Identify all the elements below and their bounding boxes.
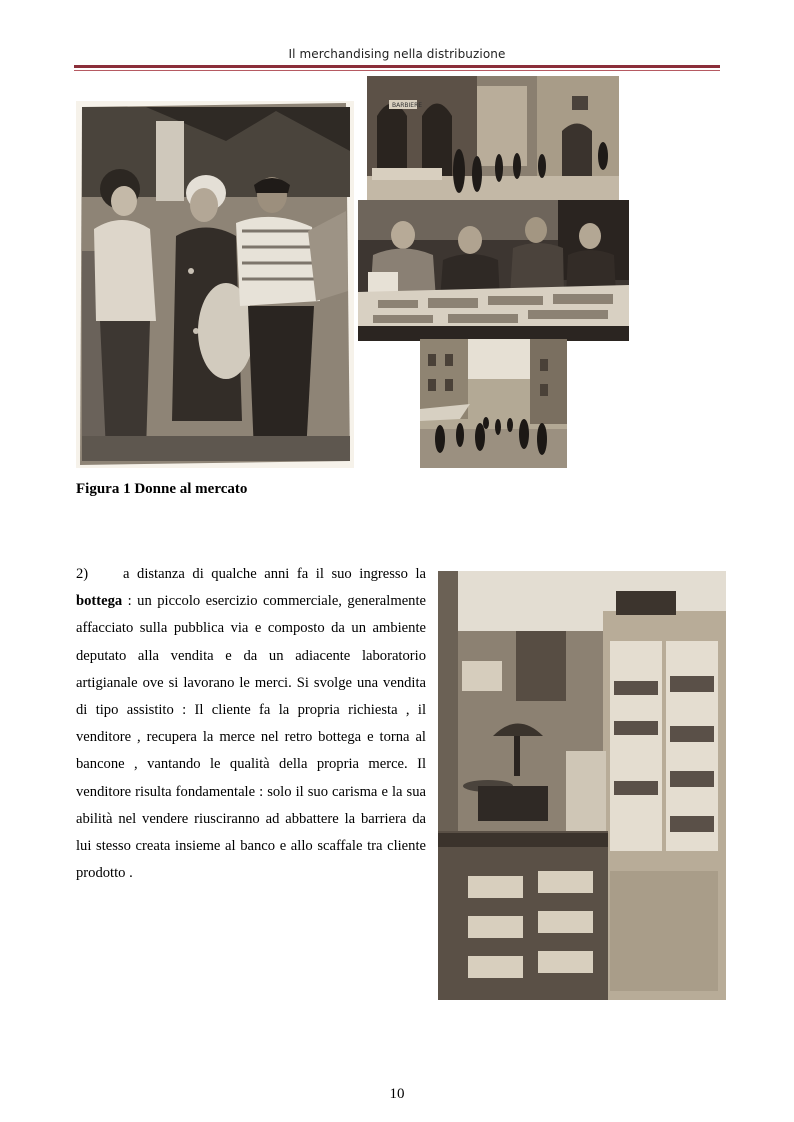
body-paragraph <box>76 561 426 887</box>
list-number: 2) <box>76 566 89 582</box>
paragraph-text: : un piccolo esercizio commerciale, generalmente affacciato sulla pubblica via e composto da un ambiente deputato alla vendita e da un adiacente laboratorio artigianale ove si lavorano le merci. Si svolge una vendita di tipo assistito : Il cliente fa la propria richiesta , il venditore , recupera la merce nel retro bottega e torna al bancone , vantando le qualità della propria merce. Il venditore risulta fondamentale : solo il suo carisma e la sua abilità nel vendere riusciranno ad abbattere la barriera da lui stesso creata insieme al banco e allo scaffale tra cliente prodotto . <box>76 593 426 882</box>
town-street-market-photo <box>367 76 619 203</box>
bold-term: bottega <box>76 593 123 610</box>
header-rule-thin <box>74 70 720 71</box>
crowded-street-market-photo <box>420 339 567 468</box>
running-header: Il merchandising nella distribuzione <box>288 47 506 61</box>
page-number: 10 <box>389 1086 405 1102</box>
header-rule <box>74 65 720 68</box>
figure-caption: Figura 1 Donne al mercato <box>76 481 248 497</box>
svg-text:BARBIERE: BARBIERE <box>392 102 423 109</box>
paragraph-intro: a distanza di qualche anni fa il suo ingresso la <box>123 566 426 582</box>
men-at-stall-photo <box>358 200 629 341</box>
women-market-photo <box>76 101 354 468</box>
old-shop-interior-photo <box>438 571 726 1000</box>
